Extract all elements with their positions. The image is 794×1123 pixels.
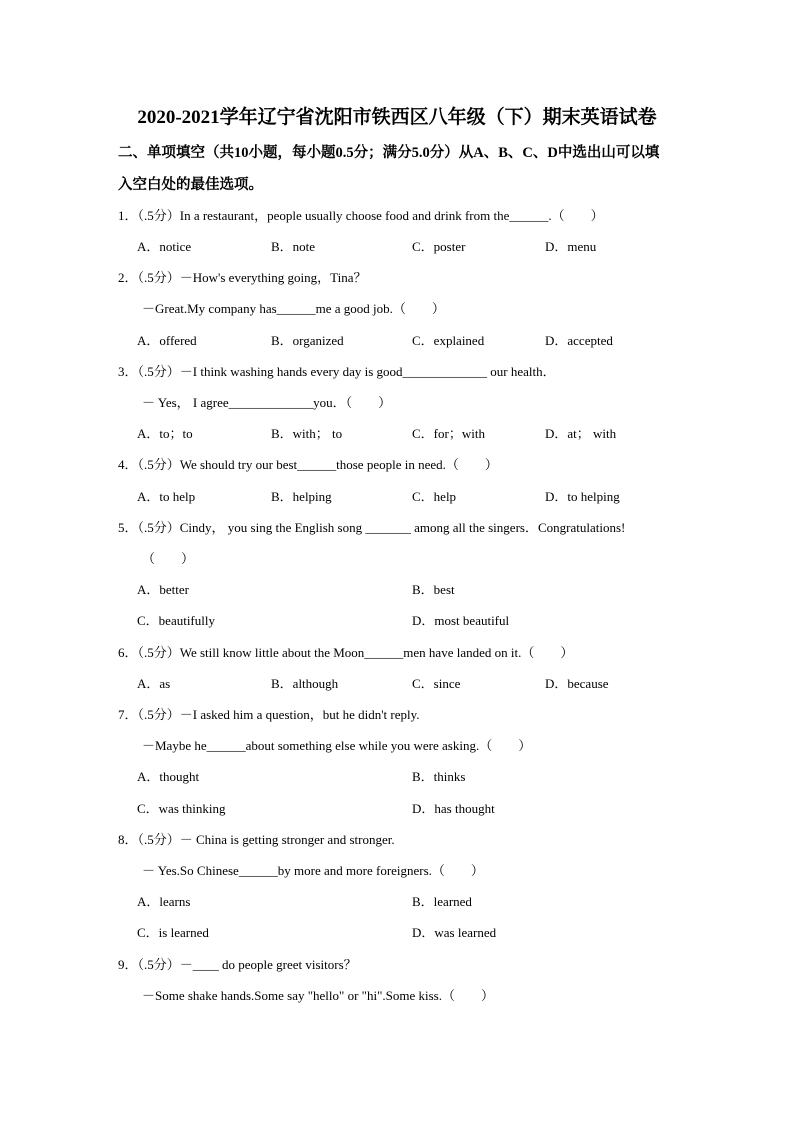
q7-option-a: A．thought bbox=[137, 769, 200, 784]
section-header-continued: 入空白处的最佳选项。 bbox=[118, 177, 263, 193]
q2-option-c: C．explained bbox=[412, 333, 485, 348]
q3-option-c: C．for；with bbox=[412, 426, 485, 441]
q6-option-a: A．as bbox=[137, 676, 171, 691]
q3-option-b: B．with； to bbox=[271, 426, 343, 441]
q4-option-d: D．to helping bbox=[545, 489, 620, 504]
q1-option-d: D．menu bbox=[545, 239, 597, 254]
q7-option-c: C．was thinking bbox=[137, 801, 226, 816]
question-5-stem: 5．（.5分）Cindy， you sing the English song _______ among all the singers．Congratulations! bbox=[118, 520, 626, 535]
q5-option-d: D．most beautiful bbox=[412, 613, 510, 628]
q3-option-a: A．to；to bbox=[137, 426, 193, 441]
q1-option-c: C．poster bbox=[412, 239, 466, 254]
question-8-stem: 8．（.5分）－ China is getting stronger and stronger. bbox=[118, 832, 395, 847]
q8-option-a: A．learns bbox=[137, 894, 191, 909]
q8-option-b: B．learned bbox=[412, 894, 472, 909]
q4-option-a: A．to help bbox=[137, 489, 196, 504]
question-3-stem: 3．（.5分）－I think washing hands every day is good_____________ our health． bbox=[118, 364, 556, 379]
q6-option-c: C．since bbox=[412, 676, 461, 691]
q2-option-a: A．offered bbox=[137, 333, 197, 348]
q5-option-c: C．beautifully bbox=[137, 613, 215, 628]
q8-option-c: C．is learned bbox=[137, 925, 209, 940]
question-8-reply: － Yes.So Chinese______by more and more foreigners.（ ） bbox=[142, 863, 484, 878]
question-6-stem: 6．（.5分）We still know little about the Moon______men have landed on it.（ ） bbox=[118, 645, 574, 660]
q2-option-d: D．accepted bbox=[545, 333, 613, 348]
q7-option-d: D．has thought bbox=[412, 801, 495, 816]
q8-option-d: D．was learned bbox=[412, 925, 497, 940]
question-3-reply: － Yes， I agree_____________you．（ ） bbox=[142, 395, 392, 410]
q4-option-c: C．help bbox=[412, 489, 457, 504]
q6-option-b: B．although bbox=[271, 676, 339, 691]
q1-option-b: B．note bbox=[271, 239, 316, 254]
question-5-bracket: （ ） bbox=[142, 551, 195, 566]
question-9-reply: －Some shake hands.Some say "hello" or "hi".Some kiss.（ ） bbox=[142, 988, 494, 1003]
question-4-stem: 4．（.5分）We should try our best______those people in need.（ ） bbox=[118, 457, 498, 472]
q1-option-a: A．notice bbox=[137, 239, 192, 254]
q5-option-a: A．better bbox=[137, 582, 189, 597]
q6-option-d: D．because bbox=[545, 676, 609, 691]
question-2-stem: 2．（.5分）－How's everything going，Tina？ bbox=[118, 270, 367, 285]
question-7-reply: －Maybe he______about something else while you were asking.（ ） bbox=[142, 738, 532, 753]
q3-option-d: D．at； with bbox=[545, 426, 617, 441]
q4-option-b: B．helping bbox=[271, 489, 332, 504]
question-9-stem: 9．（.5分）－____ do people greet visitors？ bbox=[118, 957, 357, 972]
section-header: 二、单项填空（共10小题，每小题0.5分；满分5.0分）从A、B、C、D中选出山可以填 bbox=[118, 145, 660, 161]
question-7-stem: 7．（.5分）－I asked him a question，but he didn't reply. bbox=[118, 707, 420, 722]
q7-option-b: B．thinks bbox=[412, 769, 466, 784]
question-2-reply: －Great.My company has______me a good job.（ ） bbox=[142, 301, 445, 316]
page-title: 2020-2021学年辽宁省沈阳市铁西区八年级（下）期末英语试卷 bbox=[137, 107, 657, 128]
q2-option-b: B．organized bbox=[271, 333, 344, 348]
q5-option-b: B．best bbox=[412, 582, 455, 597]
question-1-stem: 1．（.5分）In a restaurant，people usually choose food and drink from the______.（ ） bbox=[118, 208, 604, 223]
